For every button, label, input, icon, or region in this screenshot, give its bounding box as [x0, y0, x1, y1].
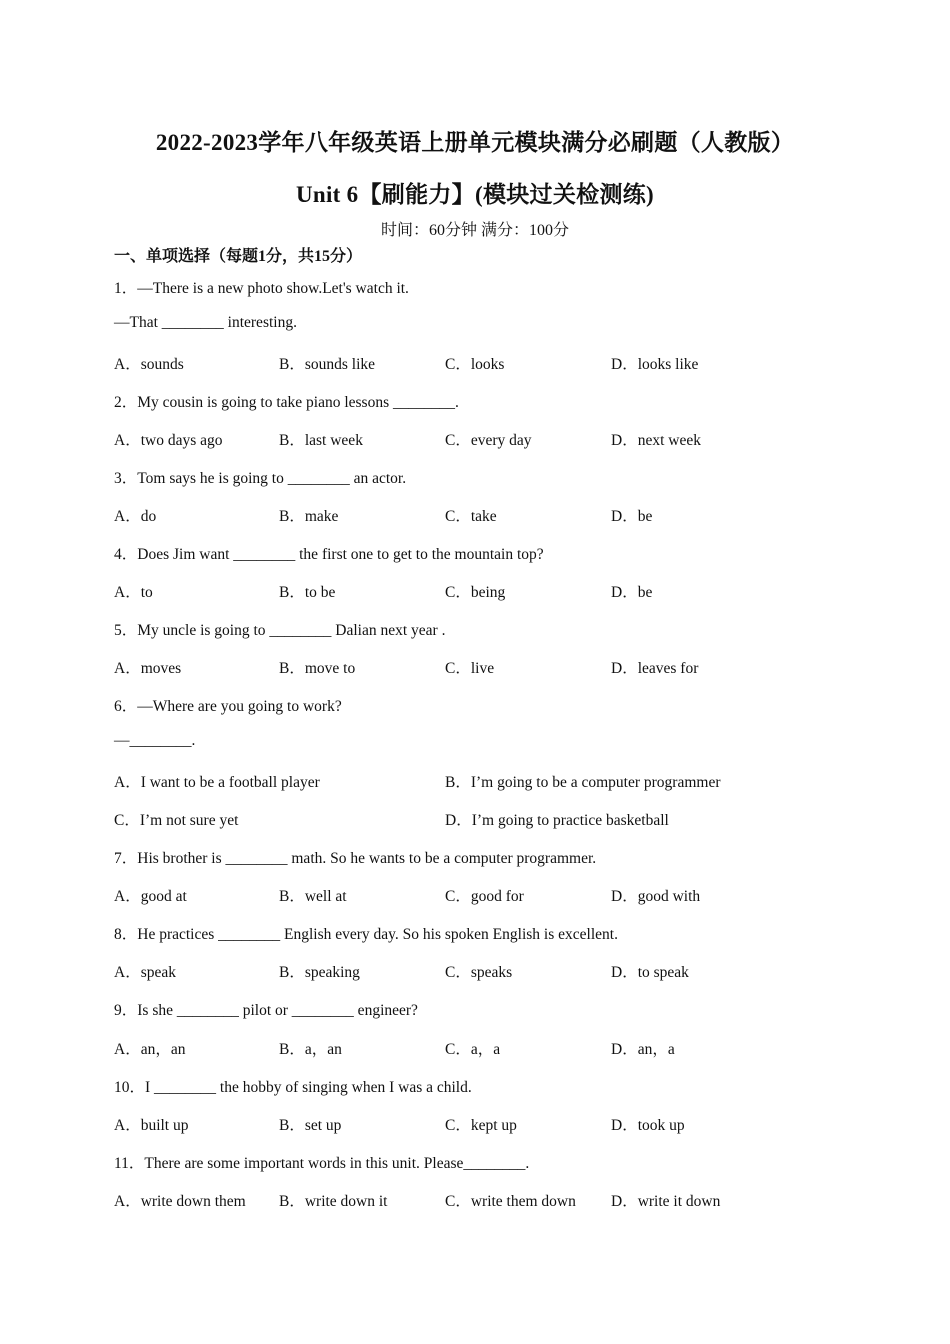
q1-option-c: C．looks	[445, 356, 505, 373]
q8-option-b: B．speaking	[279, 964, 360, 981]
q11-option-b: B．write down it	[279, 1193, 388, 1210]
q7-option-d: D．good with	[611, 888, 701, 905]
page-subtitle: Unit 6【刷能力】(模块过关检测练)	[295, 182, 655, 207]
q11-option-c: C．write them down	[445, 1193, 576, 1210]
question-4-stem: 4．Does Jim want ________ the first one to get to the mountain top?	[114, 546, 544, 563]
question-6-line-2: —________.	[114, 732, 196, 749]
exam-meta: 时间：60分钟 满分：100分	[380, 222, 569, 239]
q9-option-c: C．a，a	[445, 1041, 501, 1058]
q2-option-d: D．next week	[611, 432, 701, 449]
q4-option-d: D．be	[611, 584, 653, 601]
q4-option-a: A．to	[114, 584, 153, 601]
q1-option-a: A．sounds	[114, 356, 184, 373]
question-6-stem: 6．—Where are you going to work?	[114, 698, 342, 715]
q6-option-c: C．I’m not sure yet	[114, 812, 239, 829]
q5-option-c: C．live	[445, 660, 495, 677]
q10-option-d: D．took up	[611, 1117, 685, 1134]
q4-option-b: B．to be	[279, 584, 336, 601]
question-10-stem: 10．I ________ the hobby of singing when I was a child.	[114, 1079, 472, 1096]
section-heading: 一、单项选择（每题1分，共15分）	[114, 248, 363, 265]
question-5-stem: 5．My uncle is going to ________ Dalian next year .	[114, 622, 446, 639]
question-11-stem: 11．There are some important words in this unit. Please________.	[114, 1155, 530, 1172]
q2-option-a: A．two days ago	[114, 432, 223, 449]
question-1-stem: 1．—There is a new photo show.Let's watch it.	[114, 280, 409, 297]
q7-option-a: A．good at	[114, 888, 187, 905]
q2-option-b: B．last week	[279, 432, 363, 449]
q6-option-a: A．I want to be a football player	[114, 774, 320, 791]
q9-option-a: A．an，an	[114, 1041, 186, 1058]
q11-option-d: D．write it down	[611, 1193, 721, 1210]
question-9-stem: 9．Is she ________ pilot or ________ engineer?	[114, 1002, 418, 1019]
q3-option-b: B．make	[279, 508, 339, 525]
q8-option-d: D．to speak	[611, 964, 689, 981]
question-2-stem: 2．My cousin is going to take piano lessons ________.	[114, 394, 459, 411]
q11-option-a: A．write down them	[114, 1193, 246, 1210]
question-8-stem: 8．He practices ________ English every day. So his spoken English is excellent.	[114, 926, 618, 943]
q3-option-d: D．be	[611, 508, 653, 525]
q6-option-b: B．I’m going to be a computer programmer	[445, 774, 721, 791]
question-3-stem: 3．Tom says he is going to ________ an actor.	[114, 470, 407, 487]
q10-option-a: A．built up	[114, 1117, 189, 1134]
q3-option-c: C．take	[445, 508, 497, 525]
question-1-line-2: —That ________ interesting.	[114, 314, 297, 331]
question-7-stem: 7．His brother is ________ math. So he wants to be a computer programmer.	[114, 850, 597, 867]
q9-option-b: B．a，an	[279, 1041, 342, 1058]
q5-option-a: A．moves	[114, 660, 182, 677]
q8-option-a: A．speak	[114, 964, 176, 981]
q2-option-c: C．every day	[445, 432, 532, 449]
q1-option-b: B．sounds like	[279, 356, 376, 373]
q9-option-d: D．an，a	[611, 1041, 675, 1058]
q8-option-c: C．speaks	[445, 964, 513, 981]
page-title: 2022-2023学年八年级英语上册单元模块满分必刷题（人教版）	[155, 130, 795, 155]
q10-option-c: C．kept up	[445, 1117, 517, 1134]
q7-option-b: B．well at	[279, 888, 347, 905]
q7-option-c: C．good for	[445, 888, 524, 905]
q4-option-c: C．being	[445, 584, 506, 601]
q5-option-b: B．move to	[279, 660, 356, 677]
q3-option-a: A．do	[114, 508, 157, 525]
q10-option-b: B．set up	[279, 1117, 342, 1134]
q6-option-d: D．I’m going to practice basketball	[445, 812, 669, 829]
q1-option-d: D．looks like	[611, 356, 699, 373]
q5-option-d: D．leaves for	[611, 660, 699, 677]
